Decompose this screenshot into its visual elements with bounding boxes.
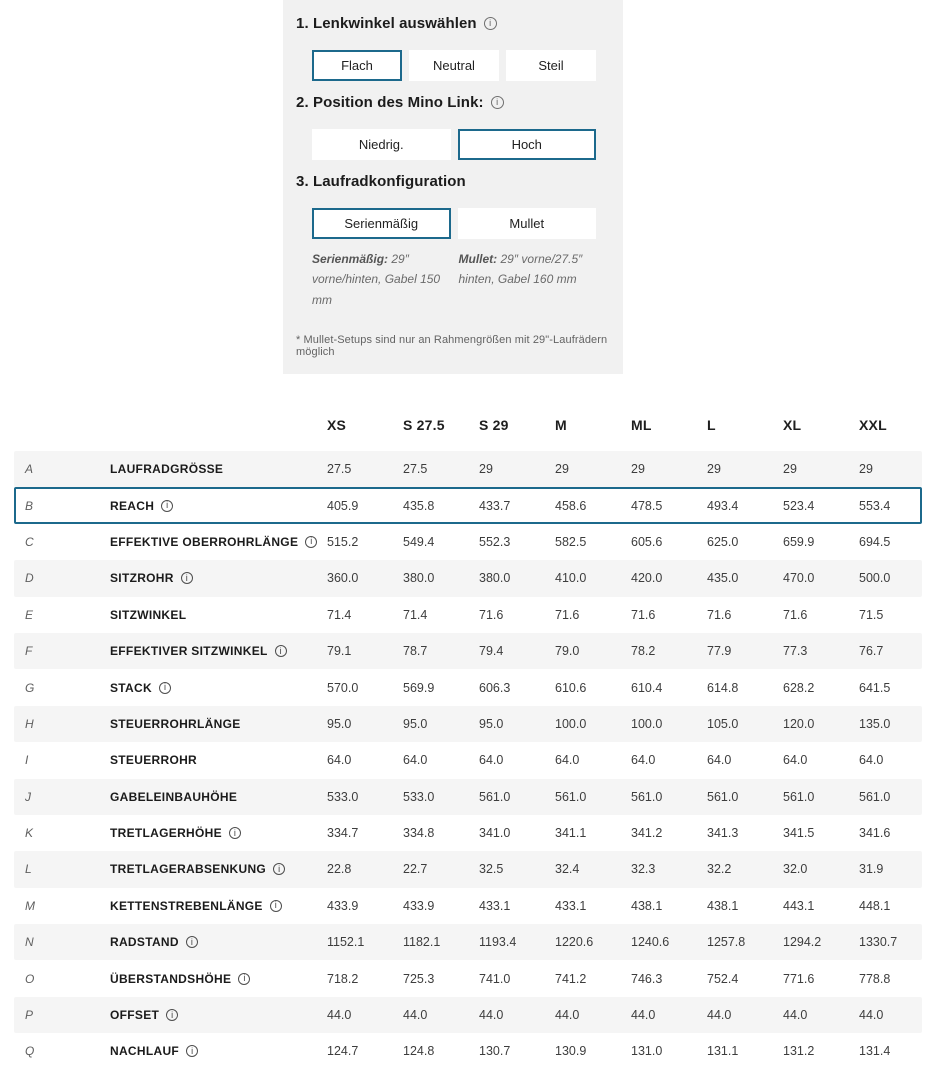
config-section [283, 15, 623, 81]
cell-value: 641.5 [859, 680, 891, 695]
row-label [110, 535, 327, 549]
cell-value: 44.0 [555, 1008, 580, 1023]
cell-value: 420.0 [631, 571, 663, 586]
cell-value: 561.0 [631, 789, 663, 804]
cell-value: 71.4 [403, 607, 428, 622]
size-column-header: M [555, 417, 567, 433]
geometry-table [0, 405, 932, 1070]
row-letter: O [25, 971, 35, 986]
row-label-text: RADSTAND [110, 935, 179, 950]
cell-value: 130.9 [555, 1044, 587, 1059]
row-label-text: NACHLAUF [110, 1044, 180, 1059]
info-icon[interactable]: i [166, 1009, 178, 1021]
row-label-text: STACK [110, 680, 152, 695]
cell-value: 78.2 [631, 644, 656, 659]
option-button[interactable]: Mullet [458, 208, 597, 239]
option-description: Serienmäßig: 29″ vorne/hinten, Gabel 150 mm [312, 252, 441, 307]
cell-value: 435.8 [403, 498, 435, 513]
size-column-header: XXL [859, 417, 887, 433]
table-body [0, 451, 932, 1070]
cell-value: 64.0 [631, 753, 656, 768]
size-column-header: L [707, 417, 716, 433]
row-label [110, 899, 327, 913]
cell-value: 130.7 [479, 1044, 511, 1059]
row-letter: E [25, 607, 34, 622]
row-label [110, 1008, 327, 1022]
cell-value: 44.0 [479, 1008, 504, 1023]
info-icon[interactable]: i [229, 827, 241, 839]
cell-value: 433.1 [479, 898, 511, 913]
size-column-header: XL [783, 417, 802, 433]
cell-value: 64.0 [783, 753, 808, 768]
cell-value: 27.5 [403, 462, 428, 477]
row-letter: K [25, 826, 34, 841]
option-group [312, 50, 596, 81]
row-label-text: EFFEKTIVE OBERROHRLÄNGE [110, 534, 299, 549]
cell-value: 778.8 [859, 971, 891, 986]
cell-value: 71.6 [631, 607, 656, 622]
row-label-text: GABELEINBAUHÖHE [110, 789, 238, 804]
size-column-header: XS [327, 417, 347, 433]
row-label [110, 935, 327, 949]
cell-value: 1220.6 [555, 935, 594, 950]
config-panel [283, 0, 623, 374]
row-label-text: TRETLAGERHÖHE [110, 826, 222, 841]
cell-value: 561.0 [707, 789, 739, 804]
info-icon[interactable]: i [491, 96, 504, 109]
cell-value: 1294.2 [783, 935, 822, 950]
cell-value: 582.5 [555, 534, 587, 549]
cell-value: 120.0 [783, 716, 815, 731]
cell-value: 22.7 [403, 862, 428, 877]
cell-value: 44.0 [327, 1008, 352, 1023]
cell-value: 741.2 [555, 971, 587, 986]
cell-value: 610.6 [555, 680, 587, 695]
mullet-footnote: * Mullet-Setups sind nur an Rahmengrößen mit 29"-Laufrädern möglich [296, 334, 608, 359]
cell-value: 443.1 [783, 898, 815, 913]
cell-value: 79.0 [555, 644, 580, 659]
cell-value: 124.8 [403, 1044, 435, 1059]
cell-value: 64.0 [479, 753, 504, 768]
cell-value: 752.4 [707, 971, 739, 986]
cell-value: 95.0 [403, 716, 428, 731]
cell-value: 433.1 [555, 898, 587, 913]
cell-value: 659.9 [783, 534, 815, 549]
row-letter: P [25, 1008, 34, 1023]
cell-value: 71.6 [555, 607, 580, 622]
cell-value: 433.9 [403, 898, 435, 913]
cell-value: 64.0 [707, 753, 732, 768]
row-letter: F [25, 644, 33, 659]
cell-value: 570.0 [327, 680, 359, 695]
cell-value: 606.3 [479, 680, 511, 695]
row-letter: N [25, 935, 34, 950]
option-button[interactable]: Serienmäßig [312, 208, 451, 239]
cell-value: 448.1 [859, 898, 891, 913]
table-row[interactable] [14, 997, 922, 1033]
cell-value: 29 [859, 462, 873, 477]
row-letter: M [25, 898, 35, 913]
cell-value: 438.1 [631, 898, 663, 913]
cell-value: 1152.1 [327, 935, 365, 950]
cell-value: 44.0 [707, 1008, 732, 1023]
cell-value: 79.4 [479, 644, 504, 659]
cell-value: 29 [631, 462, 645, 477]
cell-value: 694.5 [859, 534, 891, 549]
cell-value: 32.3 [631, 862, 656, 877]
row-letter: B [25, 498, 34, 513]
info-icon[interactable]: i [305, 536, 317, 548]
cell-value: 105.0 [707, 716, 739, 731]
cell-value: 561.0 [479, 789, 511, 804]
info-icon[interactable]: i [238, 973, 250, 985]
cell-value: 552.3 [479, 534, 511, 549]
row-label [110, 826, 327, 840]
option-button[interactable]: Niedrig. [312, 129, 451, 160]
cell-value: 44.0 [859, 1008, 884, 1023]
config-section [283, 173, 623, 310]
info-icon[interactable]: i [273, 863, 285, 875]
cell-value: 29 [479, 462, 493, 477]
cell-value: 515.2 [327, 534, 359, 549]
table-header [14, 405, 922, 446]
cell-value: 71.5 [859, 607, 884, 622]
section-title [296, 94, 610, 111]
cell-value: 341.0 [479, 826, 511, 841]
cell-value: 100.0 [631, 716, 663, 731]
cell-value: 1240.6 [631, 935, 670, 950]
table-row[interactable] [14, 560, 922, 596]
cell-value: 458.6 [555, 498, 587, 513]
table-row[interactable] [14, 633, 922, 669]
cell-value: 1193.4 [479, 935, 517, 950]
table-row[interactable] [14, 451, 922, 487]
info-icon[interactable]: i [484, 17, 497, 30]
cell-value: 478.5 [631, 498, 663, 513]
cell-value: 605.6 [631, 534, 663, 549]
row-letter: A [25, 462, 34, 477]
row-label-text: SITZROHR [110, 571, 174, 586]
cell-value: 561.0 [555, 789, 587, 804]
config-sections [283, 15, 623, 310]
cell-value: 131.0 [631, 1044, 663, 1059]
cell-value: 79.1 [327, 644, 352, 659]
cell-value: 405.9 [327, 498, 359, 513]
cell-value: 131.2 [783, 1044, 815, 1059]
cell-value: 29 [783, 462, 797, 477]
cell-value: 32.4 [555, 862, 580, 877]
cell-value: 77.9 [707, 644, 732, 659]
cell-value: 31.9 [859, 862, 884, 877]
row-label [110, 608, 327, 622]
cell-value: 32.0 [783, 862, 808, 877]
cell-value: 569.9 [403, 680, 435, 695]
cell-value: 131.4 [859, 1044, 891, 1059]
row-label-text: OFFSET [110, 1008, 160, 1023]
cell-value: 22.8 [327, 862, 352, 877]
cell-value: 610.4 [631, 680, 663, 695]
row-label-text: STEUERROHR [110, 753, 198, 768]
row-letter: I [25, 753, 29, 768]
option-descriptions [312, 249, 596, 310]
cell-value: 71.6 [707, 607, 732, 622]
cell-value: 438.1 [707, 898, 739, 913]
row-label [110, 972, 327, 986]
cell-value: 64.0 [327, 753, 352, 768]
cell-value: 77.3 [783, 644, 808, 659]
table-row[interactable] [14, 960, 922, 996]
config-section [283, 94, 623, 160]
section-title [296, 173, 610, 190]
row-letter: L [25, 862, 32, 877]
cell-value: 380.0 [403, 571, 435, 586]
table-row[interactable] [14, 924, 922, 960]
row-label-text: STEUERROHRLÄNGE [110, 716, 241, 731]
cell-value: 334.8 [403, 826, 435, 841]
row-label [110, 681, 327, 695]
info-icon[interactable]: i [161, 500, 173, 512]
row-label-text: EFFEKTIVER SITZWINKEL [110, 644, 268, 659]
table-row[interactable] [14, 597, 922, 633]
cell-value: 746.3 [631, 971, 663, 986]
table-row[interactable] [14, 706, 922, 742]
row-label [110, 862, 327, 876]
cell-value: 433.9 [327, 898, 359, 913]
row-letter: D [25, 571, 34, 586]
row-label [110, 499, 327, 513]
cell-value: 500.0 [859, 571, 891, 586]
cell-value: 741.0 [479, 971, 511, 986]
row-label [110, 1044, 327, 1058]
cell-value: 135.0 [859, 716, 891, 731]
section-title-text: 1. Lenkwinkel auswählen [296, 15, 477, 32]
row-label [110, 753, 327, 767]
cell-value: 561.0 [783, 789, 815, 804]
cell-value: 71.6 [783, 607, 808, 622]
row-label-text: REACH [110, 498, 155, 513]
section-title [296, 15, 610, 32]
cell-value: 44.0 [403, 1008, 428, 1023]
cell-value: 64.0 [859, 753, 884, 768]
cell-value: 614.8 [707, 680, 739, 695]
cell-value: 44.0 [783, 1008, 808, 1023]
cell-value: 341.5 [783, 826, 815, 841]
row-letter: J [25, 789, 31, 804]
table-row[interactable] [14, 888, 922, 924]
option-group [312, 129, 596, 160]
table-row[interactable] [14, 1033, 922, 1069]
table-row[interactable] [14, 779, 922, 815]
cell-value: 44.0 [631, 1008, 656, 1023]
table-row[interactable] [14, 487, 922, 523]
size-column-header: S 29 [479, 417, 509, 433]
cell-value: 341.1 [555, 826, 587, 841]
cell-value: 493.4 [707, 498, 739, 513]
cell-value: 433.7 [479, 498, 511, 513]
cell-value: 95.0 [479, 716, 504, 731]
option-button[interactable]: Flach [312, 50, 402, 81]
cell-value: 76.7 [859, 644, 884, 659]
info-icon[interactable]: i [186, 1045, 198, 1057]
row-letter: C [25, 534, 34, 549]
info-icon[interactable]: i [270, 900, 282, 912]
table-row[interactable] [14, 524, 922, 560]
row-label-text: LAUFRADGRÖSSE [110, 462, 224, 477]
cell-value: 771.6 [783, 971, 815, 986]
cell-value: 64.0 [403, 753, 428, 768]
size-column-header: ML [631, 417, 652, 433]
row-letter: H [25, 716, 34, 731]
cell-value: 533.0 [327, 789, 359, 804]
cell-value: 410.0 [555, 571, 587, 586]
cell-value: 1330.7 [859, 935, 898, 950]
cell-value: 64.0 [555, 753, 580, 768]
cell-value: 553.4 [859, 498, 891, 513]
size-column-header: S 27.5 [403, 417, 445, 433]
cell-value: 561.0 [859, 789, 891, 804]
row-label [110, 717, 327, 731]
cell-value: 124.7 [327, 1044, 359, 1059]
row-label [110, 790, 327, 804]
row-label-text: SITZWINKEL [110, 607, 187, 622]
option-button[interactable]: Neutral [409, 50, 499, 81]
cell-value: 29 [707, 462, 721, 477]
cell-value: 341.6 [859, 826, 891, 841]
cell-value: 380.0 [479, 571, 511, 586]
cell-value: 78.7 [403, 644, 428, 659]
cell-value: 32.2 [707, 862, 732, 877]
cell-value: 334.7 [327, 826, 359, 841]
row-label-text: TRETLAGERABSENKUNG [110, 862, 267, 877]
option-description: Mullet: 29″ vorne/27.5″ hinten, Gabel 160 mm [458, 252, 583, 287]
row-label [110, 571, 327, 585]
cell-value: 360.0 [327, 571, 359, 586]
table-row[interactable] [14, 851, 922, 887]
cell-value: 341.2 [631, 826, 663, 841]
cell-value: 718.2 [327, 971, 359, 986]
cell-value: 1257.8 [707, 935, 746, 950]
cell-value: 523.4 [783, 498, 815, 513]
cell-value: 533.0 [403, 789, 435, 804]
cell-value: 435.0 [707, 571, 739, 586]
cell-value: 100.0 [555, 716, 587, 731]
row-letter: Q [25, 1044, 35, 1059]
info-icon[interactable]: i [181, 572, 193, 584]
option-button[interactable]: Steil [506, 50, 596, 81]
cell-value: 470.0 [783, 571, 815, 586]
info-icon[interactable]: i [186, 936, 198, 948]
cell-value: 95.0 [327, 716, 352, 731]
table-row[interactable] [14, 815, 922, 851]
row-label-text: ÜBERSTANDSHÖHE [110, 971, 232, 986]
cell-value: 628.2 [783, 680, 815, 695]
row-label-text: KETTENSTREBENLÄNGE [110, 898, 263, 913]
cell-value: 131.1 [707, 1044, 739, 1059]
cell-value: 1182.1 [403, 935, 441, 950]
section-title-text: 3. Laufradkonfiguration [296, 173, 466, 190]
cell-value: 341.3 [707, 826, 739, 841]
row-label [110, 462, 327, 476]
option-button[interactable]: Hoch [458, 129, 597, 160]
table-row[interactable] [14, 742, 922, 778]
row-letter: G [25, 680, 35, 695]
section-title-text: 2. Position des Mino Link: [296, 94, 484, 111]
option-group [312, 208, 596, 239]
cell-value: 71.6 [479, 607, 504, 622]
info-icon[interactable]: i [159, 682, 171, 694]
cell-value: 32.5 [479, 862, 504, 877]
cell-value: 725.3 [403, 971, 435, 986]
cell-value: 29 [555, 462, 569, 477]
cell-value: 625.0 [707, 534, 739, 549]
table-row[interactable] [14, 669, 922, 705]
row-label [110, 644, 327, 658]
cell-value: 549.4 [403, 534, 435, 549]
cell-value: 71.4 [327, 607, 352, 622]
info-icon[interactable]: i [275, 645, 287, 657]
cell-value: 27.5 [327, 462, 352, 477]
